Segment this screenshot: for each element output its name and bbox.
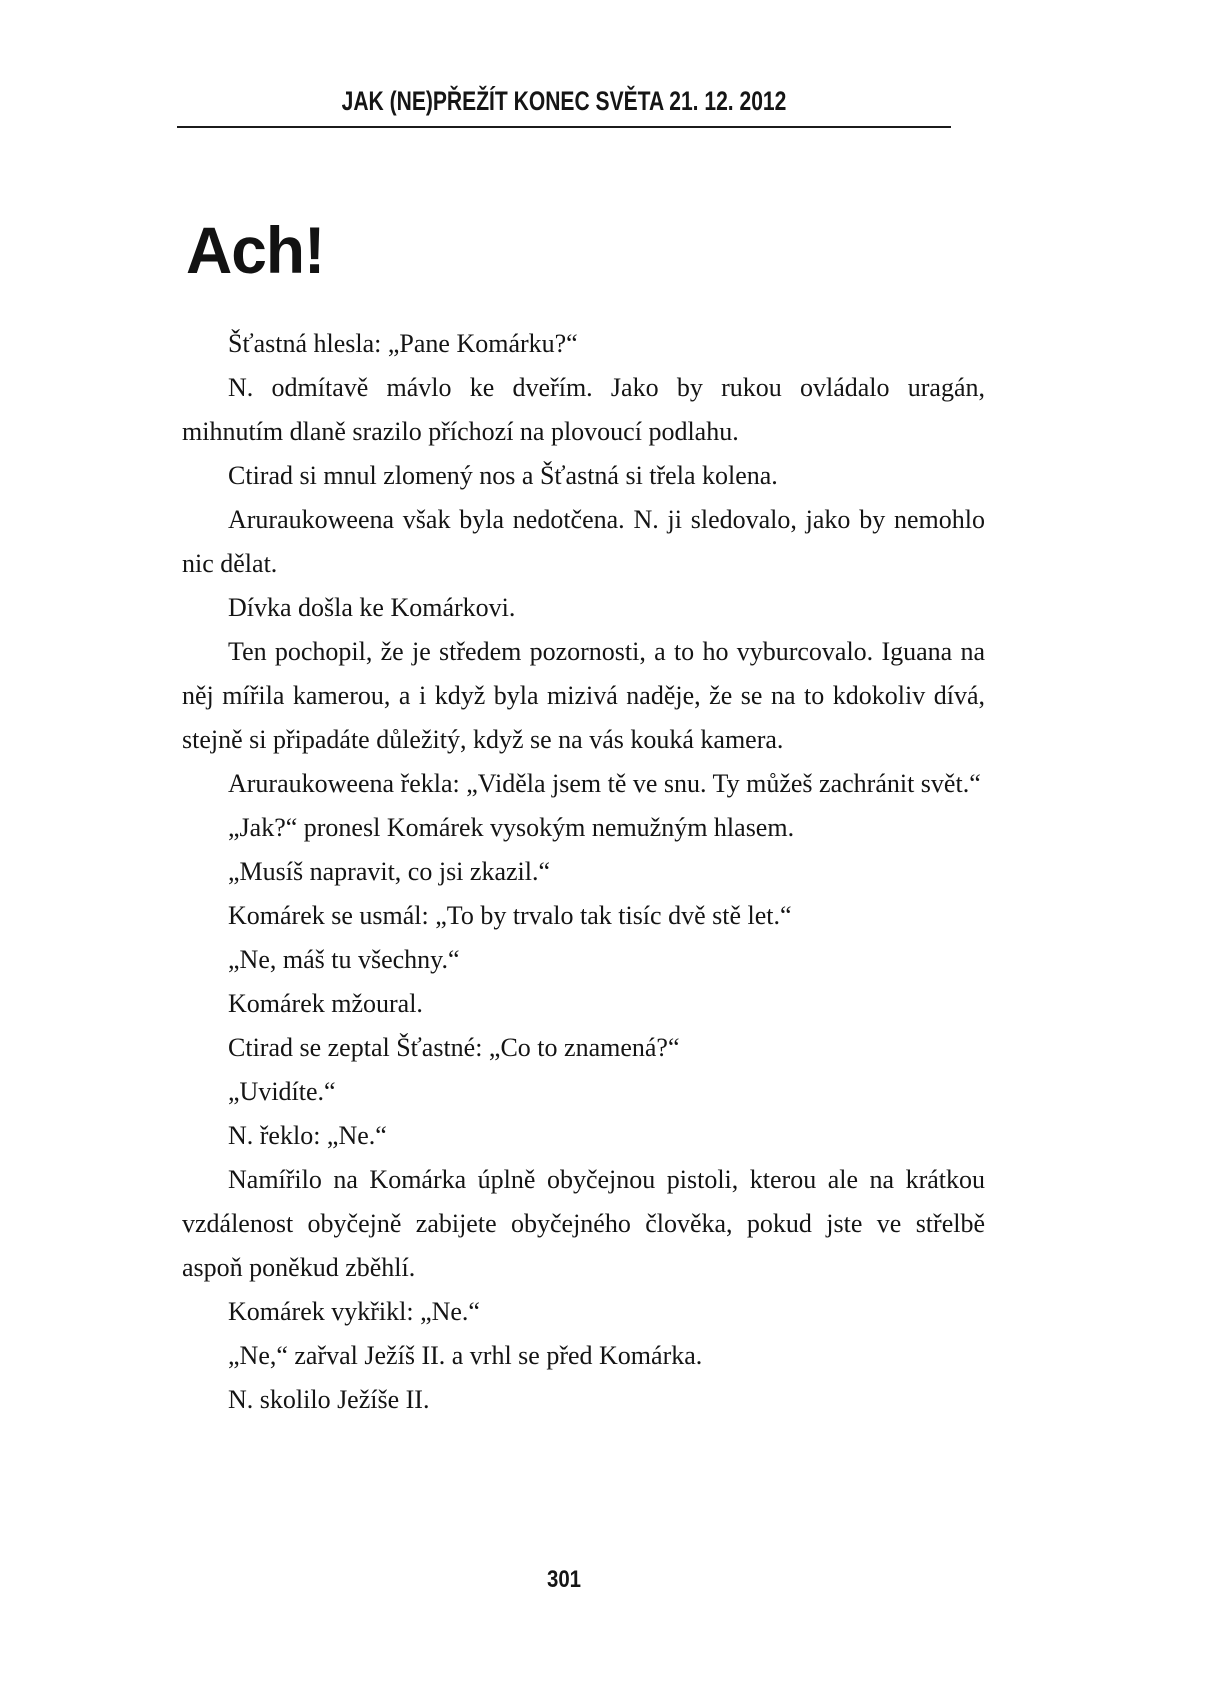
running-header: JAK (NE)PŘEŽÍT KONEC SVĚTA 21. 12. 2012 <box>341 86 787 116</box>
paragraph: Aruraukoweena však byla nedotčena. N. ji sledovalo, jako by nemohlo nic dělat. <box>182 505 985 578</box>
paragraph: Namířilo na Komárka úplně obyčejnou pistoli, kterou ale na krátkou vzdálenost obyčejně zabijete obyčejného člověka, pokud jste ve střelbě aspoň poněkud zběhlí. <box>182 1165 985 1282</box>
paragraph: N. odmítavě mávlo ke dveřím. Jako by rukou ovládalo uragán, mihnutím dlaně srazilo příchozí na plovoucí podlahu. <box>182 373 985 446</box>
paragraph: N. skolilo Ježíše II. <box>228 1385 430 1414</box>
paragraph: Ctirad si mnul zlomený nos a Šťastná si třela kolena. <box>228 461 778 490</box>
paragraph: Dívka došla ke Komárkovi. <box>228 593 516 622</box>
paragraph: Šťastná hlesla: „Pane Komárku?“ <box>228 329 578 358</box>
paragraph: Komárek vykřikl: „Ne.“ <box>228 1297 480 1326</box>
paragraph: Ten pochopil, že je středem pozornosti, a to ho vyburcovalo. Iguana na něj mířila kamerou, a i když byla mizivá naděje, že se na to kdokoliv dívá, stejně si připadáte důležitý, když se na vás kouká kamera. <box>182 637 985 754</box>
paragraph: „Ne, máš tu všechny.“ <box>228 945 460 974</box>
header-rule <box>177 126 951 128</box>
paragraph: Komárek se usmál: „To by trvalo tak tisíc dvě stě let.“ <box>228 901 792 930</box>
body-text <box>182 322 985 1422</box>
paragraph: „Jak?“ pronesl Komárek vysokým nemužným hlasem. <box>228 813 795 842</box>
paragraph: Aruraukoweena řekla: „Viděla jsem tě ve snu. Ty můžeš zachránit svět.“ <box>228 769 981 798</box>
page-number: 301 <box>546 1566 582 1593</box>
paragraph: Ctirad se zeptal Šťastné: „Co to znamená?“ <box>228 1033 680 1062</box>
paragraph: „Musíš napravit, co jsi zkazil.“ <box>228 857 551 886</box>
paragraph: Komárek mžoural. <box>228 989 423 1018</box>
chapter-title: Ach! <box>186 213 325 287</box>
paragraph: N. řeklo: „Ne.“ <box>228 1121 387 1150</box>
paragraph: „Ne,“ zařval Ježíš II. a vrhl se před Komárka. <box>228 1341 703 1370</box>
paragraph: „Uvidíte.“ <box>228 1077 336 1106</box>
